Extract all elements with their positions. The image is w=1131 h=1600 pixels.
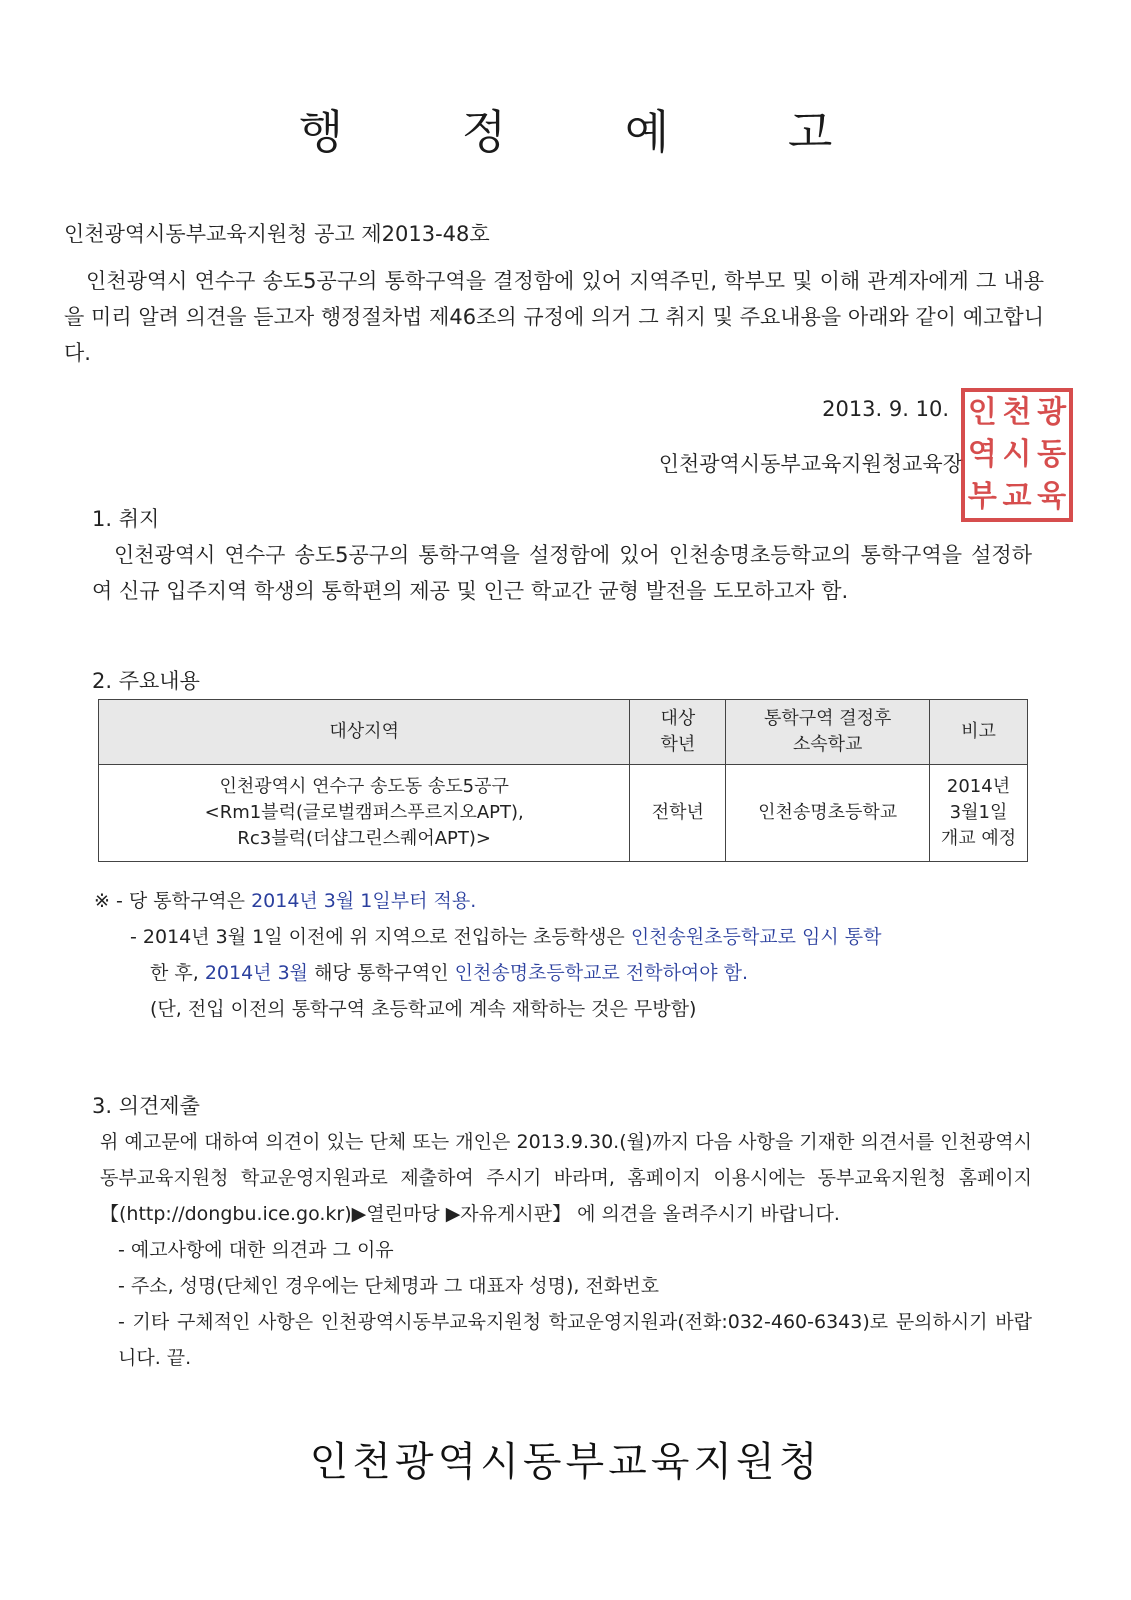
cell-school: 인천송명초등학교 <box>726 765 930 862</box>
note-highlight: 2014년 3월 <box>204 962 309 984</box>
footer-organization: 인천광역시동부교육지원청 <box>309 1439 822 1485</box>
note-text: ※ - 당 통학구역은 <box>94 890 252 912</box>
seal-char: 시 <box>1002 437 1032 472</box>
section3-item: - 예고사항에 대한 의견과 그 이유 <box>118 1239 394 1261</box>
section1-heading: 1. 취지 <box>92 507 160 531</box>
section3-item: - 주소, 성명(단체인 경우에는 단체명과 그 대표자 성명), 전화번호 <box>118 1275 659 1297</box>
note-line-4: (단, 전입 이전의 통학구역 초등학교에 계속 재학하는 것은 무방함) <box>150 998 697 1020</box>
section3-text: 위 예고문에 대하여 의견이 있는 단체 또는 개인은 2013.9.30.(월)까지 다음 사항을 기재한 의견서를 인천광역시동부교육지원청 학교운영지원과로 제출하여 주시기 바라며, 홈페이지 이용시에는 동부교육지원청 홈페이지 【(http://dongbu.ice.go.kr)▶열린마당 ▶자유게시판】 에 의견을 올려주시기 바랍니다. <box>100 1131 1032 1225</box>
seal-char: 교 <box>1002 479 1032 514</box>
cell-grade: 전학년 <box>630 765 726 862</box>
table-header-row <box>99 700 1028 765</box>
official-seal <box>961 388 1073 522</box>
section3-body <box>100 1124 1032 1376</box>
header-remark: 비고 <box>930 700 1028 765</box>
note-line-2 <box>130 919 882 955</box>
note-text: 한 후, <box>150 962 205 984</box>
intro-text: 인천광역시 연수구 송도5공구의 통학구역을 결정함에 있어 지역주민, 학부모 및 이해 관계자에게 그 내용을 미리 알려 의견을 듣고자 행정절차법 제46조의 규정에 의거 그 취지 및 주요내용을 아래와 같이 예고합니다. <box>64 269 1044 365</box>
seal-char: 육 <box>1037 479 1067 514</box>
cell-remark: 2014년 3월1일 개교 예정 <box>930 765 1028 862</box>
section3-item: - 기타 구체적인 사항은 인천광역시동부교육지원청 학교운영지원과(전화:032-460-6343)로 문의하시기 바랍니다. 끝. <box>118 1311 1032 1369</box>
seal-char: 부 <box>967 479 997 514</box>
section2-heading: 2. 주요내용 <box>92 669 200 693</box>
note-highlight: 인천송원초등학교로 임시 통학 <box>630 926 882 948</box>
issuer: 인천광역시동부교육지원청교육장 <box>658 452 963 476</box>
intro-paragraph <box>64 263 1044 371</box>
seal-char: 인 <box>967 395 997 430</box>
seal-char: 광 <box>1037 395 1067 430</box>
seal-char: 역 <box>967 437 997 472</box>
notice-number: 인천광역시동부교육지원청 공고 제2013-48호 <box>64 222 490 246</box>
note-highlight: 2014년 3월 1일부터 적용. <box>251 890 477 912</box>
table-row <box>99 765 1028 862</box>
note-text: - 2014년 3월 1일 이전에 위 지역으로 전입하는 초등학생은 <box>130 926 631 948</box>
header-area: 대상지역 <box>99 700 630 765</box>
section3-heading: 3. 의견제출 <box>92 1094 200 1118</box>
note-line-3 <box>150 955 748 991</box>
header-school: 통학구역 결정후 소속학교 <box>726 700 930 765</box>
notice-date: 2013. 9. 10. <box>822 397 949 421</box>
document-title: 행 정 예 고 <box>298 105 885 159</box>
cell-area: 인천광역시 연수구 송도동 송도5공구 <Rm1블럭(글로벌캠퍼스푸르지오APT), Rc3블럭(더샵그린스퀘어APT)> <box>99 765 630 862</box>
header-grade: 대상 학년 <box>630 700 726 765</box>
section1-body: 인천광역시 연수구 송도5공구의 통학구역을 설정함에 있어 인천송명초등학교의 통학구역을 설정하여 신규 입주지역 학생의 통학편의 제공 및 인근 학교간 균형 발전을 도모하고자 함. <box>92 543 1032 603</box>
note-text: 해당 통학구역인 <box>308 962 455 984</box>
seal-char: 천 <box>1002 395 1032 430</box>
note-line-1 <box>94 883 476 919</box>
note-highlight: 인천송명초등학교로 전학하여야 함. <box>454 962 749 984</box>
seal-char: 동 <box>1037 437 1067 472</box>
main-content-table <box>98 699 1028 862</box>
